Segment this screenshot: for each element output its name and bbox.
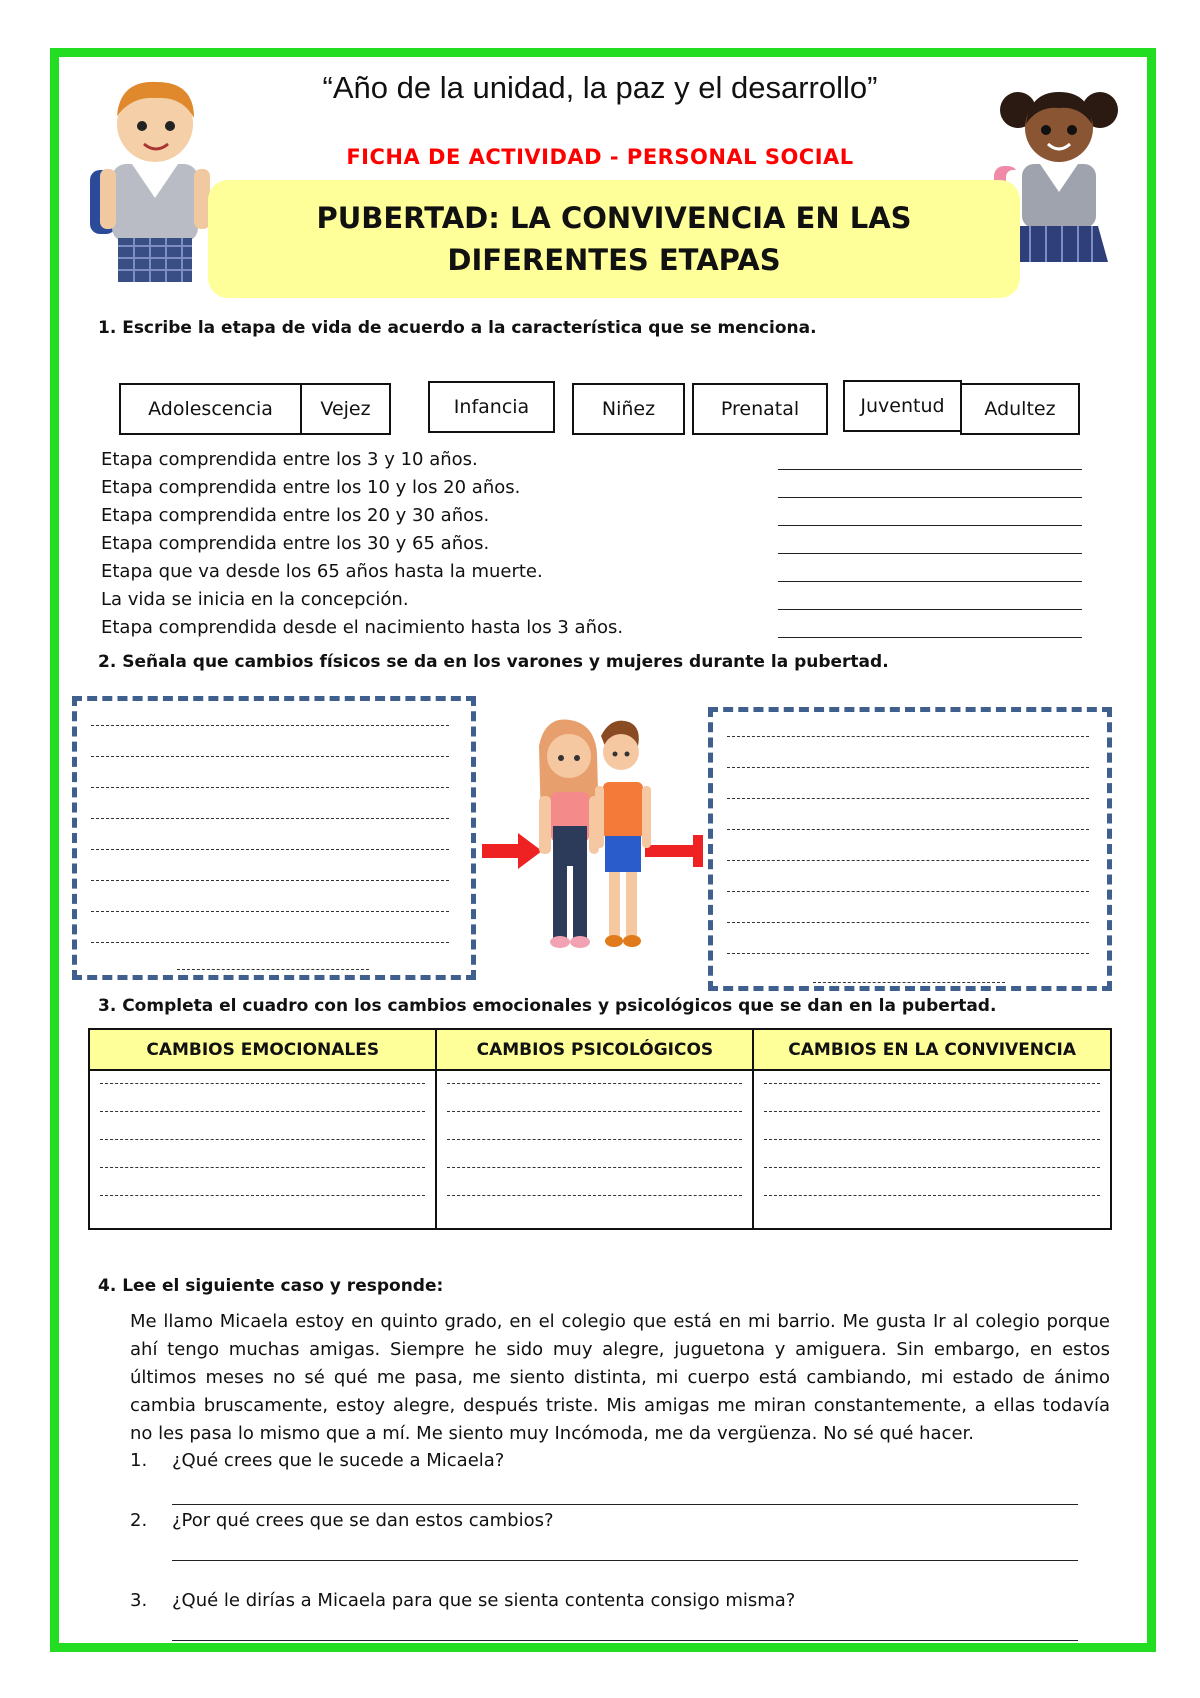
question-text: ¿Por qué crees que se dan estos cambios?	[172, 1510, 554, 1531]
word-box-juventud: Juventud	[843, 380, 962, 432]
word-box-vejez: Vejez	[300, 383, 391, 435]
statement: Etapa comprendida entre los 30 y 65 años.	[101, 533, 490, 554]
page-title: PUBERTAD: LA CONVIVENCIA EN LAS DIFERENTES ETAPAS	[316, 201, 912, 277]
word-box-infancia: Infancia	[428, 381, 555, 433]
question-3-title: 3. Completa el cuadro con los cambios emocionales y psicológicos que se dan en la pubertad.	[98, 996, 997, 1016]
word-box-ninez: Niñez	[572, 383, 685, 435]
question-2-title: 2. Señala que cambios físicos se da en los varones y mujeres durante la pubertad.	[98, 652, 889, 672]
changes-table	[88, 1028, 1112, 1230]
question-4-title: 4. Lee el siguiente caso y responde:	[98, 1276, 444, 1296]
statement: Etapa comprendida entre los 20 y 30 años.	[101, 505, 490, 526]
statement: Etapa comprendida desde el nacimiento hasta los 3 años.	[101, 617, 624, 638]
question-number: 1.	[130, 1450, 148, 1471]
emotional-changes-cell[interactable]	[89, 1070, 436, 1229]
answer-line[interactable]	[172, 1504, 1078, 1505]
boy-changes-box[interactable]	[708, 707, 1112, 991]
activity-sheet-label: FICHA DE ACTIVIDAD - PERSONAL SOCIAL	[346, 145, 854, 169]
answer-line[interactable]	[778, 497, 1082, 498]
statement: La vida se inicia en la concepción.	[101, 589, 409, 610]
psychological-changes-cell[interactable]	[436, 1070, 753, 1229]
word-box-adolescencia: Adolescencia	[119, 383, 302, 435]
answer-line[interactable]	[778, 469, 1082, 470]
girl-and-boy-illustration	[525, 716, 655, 956]
question-text: ¿Qué crees que le sucede a Micaela?	[172, 1450, 505, 1471]
header-emotional-changes: CAMBIOS EMOCIONALES	[89, 1029, 436, 1070]
question-text: ¿Qué le dirías a Micaela para que se sienta contenta consigo misma?	[172, 1590, 796, 1611]
girl-changes-box[interactable]	[72, 696, 476, 980]
question-number: 3.	[130, 1590, 148, 1611]
header-psychological-changes: CAMBIOS PSICOLÓGICOS	[436, 1029, 753, 1070]
answer-line[interactable]	[778, 609, 1082, 610]
word-box-adultez: Adultez	[960, 383, 1080, 435]
word-box-prenatal: Prenatal	[692, 383, 828, 435]
answer-line[interactable]	[172, 1640, 1078, 1641]
answer-line[interactable]	[172, 1560, 1078, 1561]
year-motto: “Año de la unidad, la paz y el desarrollo”	[322, 70, 878, 105]
title-banner	[208, 180, 1020, 298]
answer-line[interactable]	[778, 581, 1082, 582]
coexistence-changes-cell[interactable]	[753, 1070, 1111, 1229]
header-coexistence-changes: CAMBIOS EN LA CONVIVENCIA	[753, 1029, 1111, 1070]
question-number: 2.	[130, 1510, 148, 1531]
case-story: Me llamo Micaela estoy en quinto grado, en el colegio que está en mi barrio. Me gusta Ir al colegio porque ahí tengo muchas amigas. Siempre he sido muy alegre, juguetona y amiguera. Sin embargo, en estos últimos meses no sé qué me pasa, me siento distinta, mi cuerpo está cambiando, mi estado de ánimo cambia bruscamente, estoy alegre, después triste. Mis amigas me miran constantemente, a ellas todavía no les pasa lo mismo que a mí. Me siento muy Incómoda, me da vergüenza. No sé qué hacer.	[130, 1311, 1110, 1444]
answer-line[interactable]	[778, 637, 1082, 638]
answer-line[interactable]	[778, 553, 1082, 554]
statement: Etapa que va desde los 65 años hasta la muerte.	[101, 561, 543, 582]
answer-line[interactable]	[778, 525, 1082, 526]
boy-student-illustration	[82, 74, 222, 290]
question-1-title: 1. Escribe la etapa de vida de acuerdo a la característica que se menciona.	[98, 318, 817, 338]
statement: Etapa comprendida entre los 3 y 10 años.	[101, 449, 478, 470]
statement: Etapa comprendida entre los 10 y los 20 años.	[101, 477, 521, 498]
